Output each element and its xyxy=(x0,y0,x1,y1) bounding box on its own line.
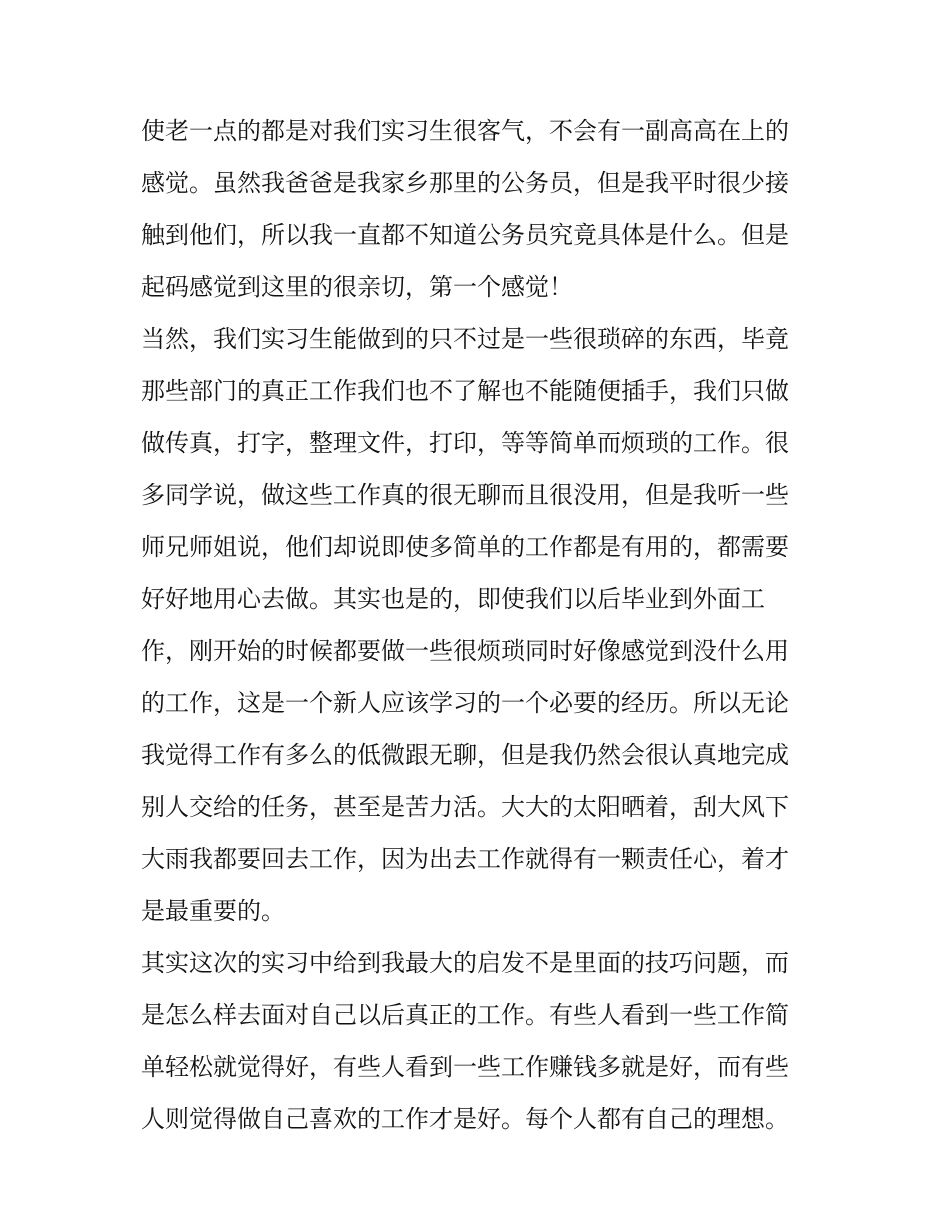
text-line: 那些部门的真正工作我们也不了解也不能随便插手，我们只做 xyxy=(141,377,789,405)
text-line: 多同学说，做这些工作真的很无聊而且很没用，但是我听一些 xyxy=(141,481,789,509)
text-line: 作，刚开始的时候都要做一些很烦琐同时好像感觉到没什么用 xyxy=(141,637,789,665)
text-line: 是最重要的。 xyxy=(141,897,285,925)
text-line: 我觉得工作有多么的低微跟无聊，但是我仍然会很认真地完成 xyxy=(141,741,789,769)
text-line: 好好地用心去做。其实也是的，即使我们以后毕业到外面工 xyxy=(141,585,765,613)
text-line: 当然，我们实习生能做到的只不过是一些很琐碎的东西，毕竟 xyxy=(141,325,789,353)
text-line: 触到他们，所以我一直都不知道公务员究竟具体是什么。但是 xyxy=(141,221,789,249)
document-body xyxy=(141,109,821,1149)
text-line: 人则觉得做自己喜欢的工作才是好。每个人都有自己的理想。 xyxy=(141,1105,789,1133)
text-line: 感觉。虽然我爸爸是我家乡那里的公务员，但是我平时很少接 xyxy=(141,169,789,197)
text-line: 是怎么样去面对自己以后真正的工作。有些人看到一些工作简 xyxy=(141,1001,789,1029)
text-line: 做传真，打字，整理文件，打印，等等简单而烦琐的工作。很 xyxy=(141,429,789,457)
text-line: 其实这次的实习中给到我最大的启发不是里面的技巧问题，而 xyxy=(141,949,789,977)
text-line: 使老一点的都是对我们实习生很客气，不会有一副高高在上的 xyxy=(141,117,789,145)
text-line: 师兄师姐说，他们却说即使多简单的工作都是有用的，都需要 xyxy=(141,533,789,561)
text-line: 单轻松就觉得好，有些人看到一些工作赚钱多就是好，而有些 xyxy=(141,1053,789,1081)
text-line: 别人交给的任务，甚至是苦力活。大大的太阳晒着，刮大风下 xyxy=(141,793,789,821)
text-line: 起码感觉到这里的很亲切，第一个感觉！ xyxy=(141,273,573,301)
text-line: 的工作，这是一个新人应该学习的一个必要的经历。所以无论 xyxy=(141,689,789,717)
text-line: 大雨我都要回去工作，因为出去工作就得有一颗责任心，着才 xyxy=(141,845,789,873)
